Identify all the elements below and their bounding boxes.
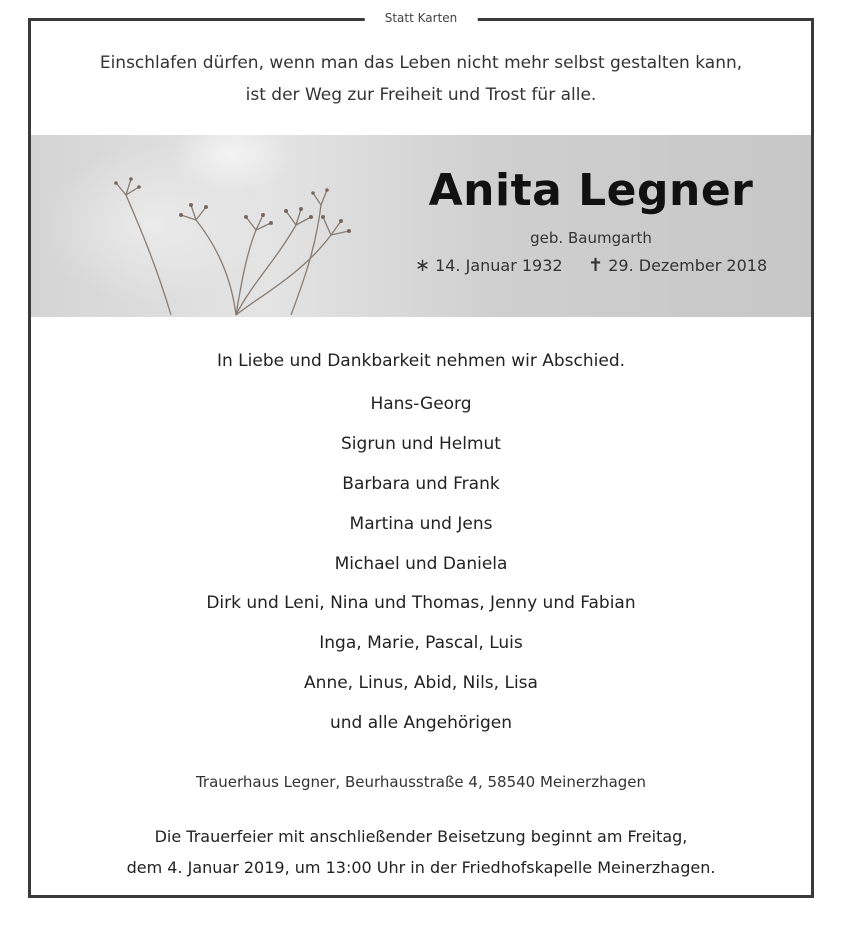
dried-flower-image [31, 135, 811, 317]
deceased-name: Anita Legner [428, 165, 754, 216]
cross-icon: ✝ [588, 255, 604, 276]
mourner-entry: Martina und Jens [349, 513, 493, 534]
asterisk-icon: ∗ [414, 255, 430, 276]
mourners-list [31, 385, 811, 744]
service-line-2: dem 4. Januar 2019, um 13:00 Uhr in der Friedhofskapelle Meinerzhagen. [126, 858, 716, 877]
mourner-entry: Michael und Daniela [334, 553, 508, 574]
service-line-1: Die Trauerfeier mit anschließender Beisetzung beginnt am Freitag, [154, 827, 688, 846]
life-dates [401, 255, 781, 276]
mourner-entry: Dirk und Leni, Nina und Thomas, Jenny und Fabian [206, 593, 636, 614]
mourner-entry: Hans-Georg [370, 394, 472, 414]
mourner-entry: und alle Angehörigen [329, 713, 513, 734]
mourner-entry: Barbara und Frank [342, 473, 500, 494]
mourner-entry: Sigrun und Helmut [341, 433, 501, 454]
maiden-name: geb. Baumgarth [530, 229, 652, 247]
birth-date: 14. Januar 1932 [435, 256, 563, 275]
photo-band [31, 135, 811, 317]
quote [31, 47, 811, 111]
header-note: Statt Karten [365, 11, 478, 25]
farewell-text: In Liebe und Dankbarkeit nehmen wir Abschied. [216, 351, 626, 371]
mourner-entry: Anne, Linus, Abid, Nils, Lisa [304, 673, 538, 694]
quote-line-1: Einschlafen dürfen, wenn man das Leben nicht mehr selbst gestalten kann, [99, 53, 743, 73]
obituary-frame [28, 11, 814, 898]
quote-line-2: ist der Weg zur Freiheit und Trost für alle. [245, 85, 597, 105]
mourner-entry: Inga, Marie, Pascal, Luis [319, 633, 523, 654]
funeral-service-info [31, 821, 811, 883]
death-date: 29. Dezember 2018 [608, 256, 768, 275]
mourning-house-address: Trauerhaus Legner, Beurhausstraße 4, 58540 Meinerzhagen [195, 773, 647, 791]
